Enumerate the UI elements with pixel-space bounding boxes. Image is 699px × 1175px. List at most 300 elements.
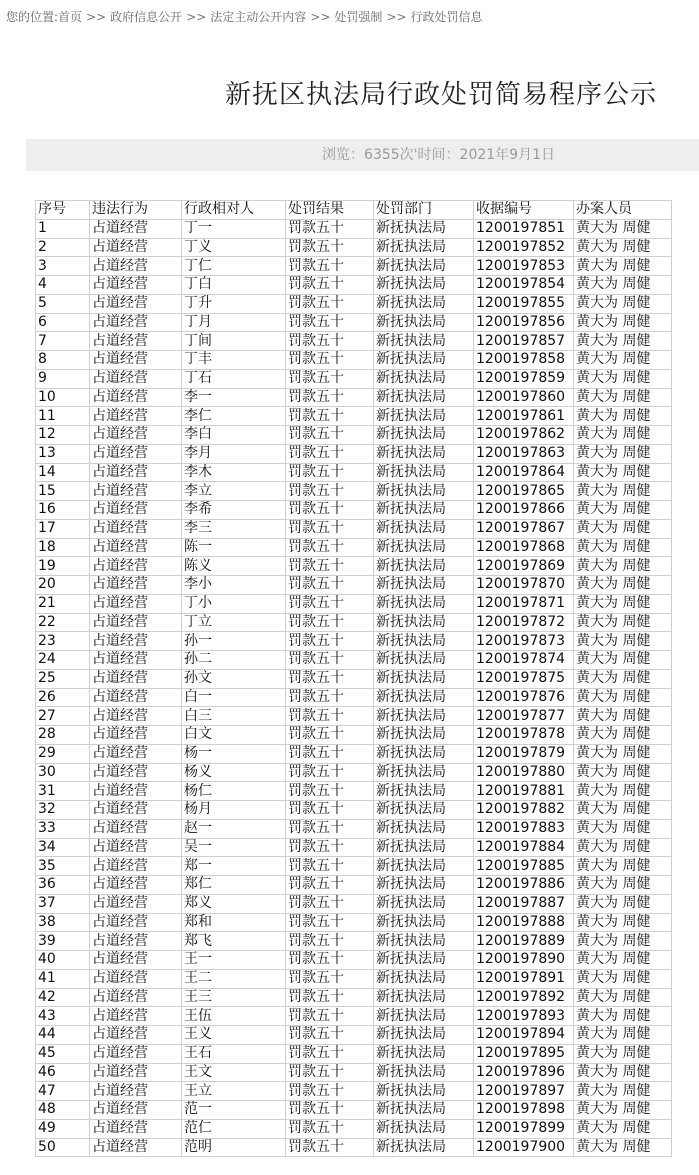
cell-party: 郑义	[182, 894, 286, 913]
cell-officers: 黄大为 周健	[574, 969, 672, 988]
cell-result: 罚款五十	[286, 557, 374, 576]
cell-officers: 黄大为 周健	[574, 782, 672, 801]
views-count: 6355次	[364, 147, 414, 163]
cell-department: 新抚执法局	[374, 763, 474, 782]
cell-result: 罚款五十	[286, 538, 374, 557]
cell-result: 罚款五十	[286, 632, 374, 651]
cell-index: 50	[36, 1138, 90, 1157]
cell-index: 14	[36, 463, 90, 482]
breadcrumb-link-gov-info[interactable]: 政府信息公开	[110, 10, 183, 24]
cell-party: 王三	[182, 988, 286, 1007]
cell-result: 罚款五十	[286, 576, 374, 595]
cell-violation: 占道经营	[90, 913, 182, 932]
cell-violation: 占道经营	[90, 988, 182, 1007]
cell-violation: 占道经营	[90, 801, 182, 820]
cell-violation: 占道经营	[90, 501, 182, 520]
cell-department: 新抚执法局	[374, 1119, 474, 1138]
table-row	[36, 257, 672, 276]
cell-department: 新抚执法局	[374, 1082, 474, 1101]
cell-party: 丁立	[182, 613, 286, 632]
cell-officers: 黄大为 周健	[574, 707, 672, 726]
cell-department: 新抚执法局	[374, 801, 474, 820]
cell-index: 23	[36, 632, 90, 651]
table-row	[36, 1082, 672, 1101]
cell-result: 罚款五十	[286, 876, 374, 895]
cell-officers: 黄大为 周健	[574, 1138, 672, 1157]
cell-index: 13	[36, 444, 90, 463]
cell-index: 16	[36, 501, 90, 520]
cell-receipt-number: 1200197856	[474, 313, 574, 332]
cell-party: 范明	[182, 1138, 286, 1157]
cell-result: 罚款五十	[286, 894, 374, 913]
cell-index: 32	[36, 801, 90, 820]
cell-party: 王文	[182, 1063, 286, 1082]
cell-receipt-number: 1200197864	[474, 463, 574, 482]
cell-party: 郑和	[182, 913, 286, 932]
column-header-department: 处罚部门	[374, 201, 474, 220]
cell-receipt-number: 1200197877	[474, 707, 574, 726]
cell-result: 罚款五十	[286, 1138, 374, 1157]
cell-department: 新抚执法局	[374, 219, 474, 238]
cell-officers: 黄大为 周健	[574, 951, 672, 970]
cell-index: 6	[36, 313, 90, 332]
cell-officers: 黄大为 周健	[574, 426, 672, 445]
page-title: 新抚区执法局行政处罚简易程序公示	[224, 80, 657, 110]
cell-receipt-number: 1200197858	[474, 351, 574, 370]
cell-result: 罚款五十	[286, 1082, 374, 1101]
cell-receipt-number: 1200197860	[474, 388, 574, 407]
cell-officers: 黄大为 周健	[574, 482, 672, 501]
cell-violation: 占道经营	[90, 1082, 182, 1101]
cell-party: 王义	[182, 1026, 286, 1045]
cell-violation: 占道经营	[90, 857, 182, 876]
cell-department: 新抚执法局	[374, 894, 474, 913]
cell-index: 1	[36, 219, 90, 238]
cell-index: 49	[36, 1119, 90, 1138]
cell-result: 罚款五十	[286, 801, 374, 820]
cell-index: 47	[36, 1082, 90, 1101]
cell-officers: 黄大为 周健	[574, 819, 672, 838]
cell-party: 丁间	[182, 332, 286, 351]
cell-party: 李白	[182, 426, 286, 445]
cell-party: 白一	[182, 688, 286, 707]
cell-index: 34	[36, 838, 90, 857]
column-header-violation: 违法行为	[90, 201, 182, 220]
table-row	[36, 819, 672, 838]
cell-result: 罚款五十	[286, 1026, 374, 1045]
cell-department: 新抚执法局	[374, 669, 474, 688]
cell-officers: 黄大为 周健	[574, 726, 672, 745]
table-row	[36, 932, 672, 951]
cell-party: 郑仁	[182, 876, 286, 895]
cell-index: 20	[36, 576, 90, 595]
cell-officers: 黄大为 周健	[574, 538, 672, 557]
cell-officers: 黄大为 周健	[574, 1101, 672, 1120]
cell-violation: 占道经营	[90, 951, 182, 970]
cell-party: 丁月	[182, 313, 286, 332]
table-row	[36, 1026, 672, 1045]
cell-party: 李仁	[182, 407, 286, 426]
cell-party: 丁石	[182, 369, 286, 388]
table-row	[36, 219, 672, 238]
cell-result: 罚款五十	[286, 951, 374, 970]
cell-department: 新抚执法局	[374, 294, 474, 313]
cell-index: 2	[36, 238, 90, 257]
cell-party: 范仁	[182, 1119, 286, 1138]
cell-index: 9	[36, 369, 90, 388]
cell-officers: 黄大为 周健	[574, 1063, 672, 1082]
cell-department: 新抚执法局	[374, 969, 474, 988]
cell-violation: 占道经营	[90, 576, 182, 595]
cell-index: 44	[36, 1026, 90, 1045]
cell-party: 杨一	[182, 744, 286, 763]
table-row	[36, 332, 672, 351]
cell-party: 李月	[182, 444, 286, 463]
cell-result: 罚款五十	[286, 1007, 374, 1026]
table-row	[36, 576, 672, 595]
cell-violation: 占道经营	[90, 838, 182, 857]
cell-party: 王立	[182, 1082, 286, 1101]
cell-officers: 黄大为 周健	[574, 632, 672, 651]
cell-result: 罚款五十	[286, 482, 374, 501]
cell-result: 罚款五十	[286, 838, 374, 857]
table-row	[36, 744, 672, 763]
cell-receipt-number: 1200197866	[474, 501, 574, 520]
cell-receipt-number: 1200197863	[474, 444, 574, 463]
cell-officers: 黄大为 周健	[574, 501, 672, 520]
cell-party: 吴一	[182, 838, 286, 857]
cell-officers: 黄大为 周健	[574, 1044, 672, 1063]
cell-officers: 黄大为 周健	[574, 594, 672, 613]
cell-index: 41	[36, 969, 90, 988]
cell-party: 丁升	[182, 294, 286, 313]
cell-department: 新抚执法局	[374, 594, 474, 613]
cell-violation: 占道经营	[90, 1007, 182, 1026]
cell-officers: 黄大为 周健	[574, 351, 672, 370]
cell-result: 罚款五十	[286, 1101, 374, 1120]
cell-party: 王伍	[182, 1007, 286, 1026]
cell-index: 48	[36, 1101, 90, 1120]
cell-party: 孙文	[182, 669, 286, 688]
table-row	[36, 482, 672, 501]
table-row	[36, 951, 672, 970]
column-header-index: 序号	[36, 201, 90, 220]
table-row	[36, 838, 672, 857]
table-row	[36, 369, 672, 388]
cell-department: 新抚执法局	[374, 557, 474, 576]
cell-violation: 占道经营	[90, 426, 182, 445]
table-row	[36, 1101, 672, 1120]
table-row	[36, 351, 672, 370]
cell-receipt-number: 1200197874	[474, 651, 574, 670]
cell-department: 新抚执法局	[374, 1138, 474, 1157]
cell-department: 新抚执法局	[374, 1063, 474, 1082]
cell-index: 42	[36, 988, 90, 1007]
cell-receipt-number: 1200197889	[474, 932, 574, 951]
cell-party: 李立	[182, 482, 286, 501]
table-row	[36, 1119, 672, 1138]
table-row	[36, 276, 672, 295]
breadcrumb-link-home[interactable]: 首页	[58, 10, 83, 24]
cell-index: 15	[36, 482, 90, 501]
cell-result: 罚款五十	[286, 969, 374, 988]
cell-officers: 黄大为 周健	[574, 894, 672, 913]
cell-violation: 占道经营	[90, 276, 182, 295]
cell-index: 25	[36, 669, 90, 688]
cell-department: 新抚执法局	[374, 313, 474, 332]
cell-result: 罚款五十	[286, 369, 374, 388]
cell-result: 罚款五十	[286, 782, 374, 801]
breadcrumb-separator: >>	[310, 10, 331, 24]
cell-index: 27	[36, 707, 90, 726]
cell-receipt-number: 1200197852	[474, 238, 574, 257]
table-row	[36, 1044, 672, 1063]
table-row	[36, 763, 672, 782]
breadcrumb	[6, 8, 483, 25]
cell-officers: 黄大为 周健	[574, 913, 672, 932]
cell-index: 24	[36, 651, 90, 670]
cell-receipt-number: 1200197854	[474, 276, 574, 295]
cell-result: 罚款五十	[286, 407, 374, 426]
cell-result: 罚款五十	[286, 857, 374, 876]
table-row	[36, 1138, 672, 1157]
cell-result: 罚款五十	[286, 1063, 374, 1082]
cell-department: 新抚执法局	[374, 519, 474, 538]
cell-violation: 占道经营	[90, 726, 182, 745]
cell-department: 新抚执法局	[374, 932, 474, 951]
cell-officers: 黄大为 周健	[574, 407, 672, 426]
table-row	[36, 557, 672, 576]
cell-index: 10	[36, 388, 90, 407]
penalty-table-body	[36, 219, 672, 1157]
table-row	[36, 782, 672, 801]
column-header-receipt-number: 收据编号	[474, 201, 574, 220]
cell-index: 7	[36, 332, 90, 351]
cell-receipt-number: 1200197865	[474, 482, 574, 501]
column-header-result: 处罚结果	[286, 201, 374, 220]
cell-party: 李小	[182, 576, 286, 595]
cell-result: 罚款五十	[286, 519, 374, 538]
cell-receipt-number: 1200197884	[474, 838, 574, 857]
cell-result: 罚款五十	[286, 707, 374, 726]
cell-index: 19	[36, 557, 90, 576]
cell-department: 新抚执法局	[374, 332, 474, 351]
table-row	[36, 313, 672, 332]
cell-department: 新抚执法局	[374, 951, 474, 970]
article-meta	[26, 139, 555, 171]
time-label: '时间：	[413, 147, 460, 163]
breadcrumb-separator: >>	[386, 10, 407, 24]
cell-officers: 黄大为 周健	[574, 257, 672, 276]
cell-officers: 黄大为 周健	[574, 332, 672, 351]
cell-department: 新抚执法局	[374, 576, 474, 595]
cell-department: 新抚执法局	[374, 257, 474, 276]
cell-officers: 黄大为 周健	[574, 463, 672, 482]
penalty-table	[35, 200, 672, 1157]
cell-department: 新抚执法局	[374, 426, 474, 445]
cell-department: 新抚执法局	[374, 1044, 474, 1063]
cell-officers: 黄大为 周健	[574, 276, 672, 295]
cell-index: 22	[36, 613, 90, 632]
cell-receipt-number: 1200197857	[474, 332, 574, 351]
cell-result: 罚款五十	[286, 501, 374, 520]
breadcrumb-separator: >>	[186, 10, 207, 24]
cell-receipt-number: 1200197893	[474, 1007, 574, 1026]
cell-officers: 黄大为 周健	[574, 988, 672, 1007]
breadcrumb-link-admin-penalty-info[interactable]: 行政处罚信息	[410, 10, 483, 24]
cell-officers: 黄大为 周健	[574, 669, 672, 688]
cell-department: 新抚执法局	[374, 538, 474, 557]
cell-index: 30	[36, 763, 90, 782]
cell-result: 罚款五十	[286, 726, 374, 745]
cell-receipt-number: 1200197851	[474, 219, 574, 238]
cell-violation: 占道经营	[90, 332, 182, 351]
cell-receipt-number: 1200197879	[474, 744, 574, 763]
cell-department: 新抚执法局	[374, 369, 474, 388]
cell-result: 罚款五十	[286, 594, 374, 613]
cell-officers: 黄大为 周健	[574, 238, 672, 257]
cell-result: 罚款五十	[286, 257, 374, 276]
cell-violation: 占道经营	[90, 819, 182, 838]
cell-result: 罚款五十	[286, 313, 374, 332]
table-row	[36, 613, 672, 632]
cell-result: 罚款五十	[286, 651, 374, 670]
table-row	[36, 651, 672, 670]
cell-result: 罚款五十	[286, 913, 374, 932]
cell-receipt-number: 1200197900	[474, 1138, 574, 1157]
cell-result: 罚款五十	[286, 238, 374, 257]
cell-department: 新抚执法局	[374, 444, 474, 463]
cell-party: 陈一	[182, 538, 286, 557]
cell-officers: 黄大为 周健	[574, 1026, 672, 1045]
cell-officers: 黄大为 周健	[574, 744, 672, 763]
cell-officers: 黄大为 周健	[574, 763, 672, 782]
cell-receipt-number: 1200197886	[474, 876, 574, 895]
cell-department: 新抚执法局	[374, 876, 474, 895]
cell-index: 43	[36, 1007, 90, 1026]
table-row	[36, 969, 672, 988]
cell-party: 孙二	[182, 651, 286, 670]
cell-receipt-number: 1200197885	[474, 857, 574, 876]
cell-violation: 占道经营	[90, 651, 182, 670]
cell-party: 郑一	[182, 857, 286, 876]
cell-officers: 黄大为 周健	[574, 1119, 672, 1138]
breadcrumb-link-penalty-enforcement[interactable]: 处罚强制	[334, 10, 383, 24]
cell-officers: 黄大为 周健	[574, 1007, 672, 1026]
cell-violation: 占道经营	[90, 369, 182, 388]
breadcrumb-link-statutory-content[interactable]: 法定主动公开内容	[210, 10, 307, 24]
cell-officers: 黄大为 周健	[574, 688, 672, 707]
table-row	[36, 913, 672, 932]
cell-violation: 占道经营	[90, 1063, 182, 1082]
cell-violation: 占道经营	[90, 444, 182, 463]
cell-receipt-number: 1200197892	[474, 988, 574, 1007]
cell-department: 新抚执法局	[374, 482, 474, 501]
cell-receipt-number: 1200197862	[474, 426, 574, 445]
cell-violation: 占道经营	[90, 1119, 182, 1138]
cell-officers: 黄大为 周健	[574, 932, 672, 951]
table-row	[36, 801, 672, 820]
cell-violation: 占道经营	[90, 538, 182, 557]
cell-officers: 黄大为 周健	[574, 444, 672, 463]
cell-party: 丁白	[182, 276, 286, 295]
cell-party: 王一	[182, 951, 286, 970]
cell-department: 新抚执法局	[374, 238, 474, 257]
cell-index: 8	[36, 351, 90, 370]
cell-receipt-number: 1200197897	[474, 1082, 574, 1101]
cell-result: 罚款五十	[286, 219, 374, 238]
cell-violation: 占道经营	[90, 313, 182, 332]
cell-violation: 占道经营	[90, 782, 182, 801]
cell-violation: 占道经营	[90, 1026, 182, 1045]
cell-party: 李一	[182, 388, 286, 407]
table-row	[36, 857, 672, 876]
table-row	[36, 894, 672, 913]
cell-violation: 占道经营	[90, 463, 182, 482]
cell-index: 36	[36, 876, 90, 895]
table-row	[36, 1063, 672, 1082]
cell-receipt-number: 1200197875	[474, 669, 574, 688]
cell-department: 新抚执法局	[374, 782, 474, 801]
table-row	[36, 594, 672, 613]
cell-party: 李三	[182, 519, 286, 538]
cell-party: 丁小	[182, 594, 286, 613]
cell-index: 12	[36, 426, 90, 445]
cell-result: 罚款五十	[286, 294, 374, 313]
cell-violation: 占道经营	[90, 407, 182, 426]
cell-result: 罚款五十	[286, 388, 374, 407]
cell-receipt-number: 1200197868	[474, 538, 574, 557]
cell-index: 11	[36, 407, 90, 426]
cell-receipt-number: 1200197899	[474, 1119, 574, 1138]
cell-receipt-number: 1200197867	[474, 519, 574, 538]
cell-result: 罚款五十	[286, 688, 374, 707]
article-meta-bar	[26, 139, 699, 171]
cell-violation: 占道经营	[90, 257, 182, 276]
cell-result: 罚款五十	[286, 744, 374, 763]
cell-result: 罚款五十	[286, 763, 374, 782]
cell-officers: 黄大为 周健	[574, 294, 672, 313]
cell-party: 郑飞	[182, 932, 286, 951]
table-row	[36, 463, 672, 482]
cell-department: 新抚执法局	[374, 707, 474, 726]
cell-receipt-number: 1200197883	[474, 819, 574, 838]
cell-index: 21	[36, 594, 90, 613]
cell-department: 新抚执法局	[374, 463, 474, 482]
table-row	[36, 238, 672, 257]
cell-receipt-number: 1200197887	[474, 894, 574, 913]
cell-department: 新抚执法局	[374, 913, 474, 932]
cell-department: 新抚执法局	[374, 688, 474, 707]
cell-receipt-number: 1200197891	[474, 969, 574, 988]
table-row	[36, 669, 672, 688]
cell-violation: 占道经营	[90, 219, 182, 238]
cell-receipt-number: 1200197869	[474, 557, 574, 576]
cell-department: 新抚执法局	[374, 838, 474, 857]
breadcrumb-separator: >>	[86, 10, 107, 24]
cell-violation: 占道经营	[90, 1138, 182, 1157]
cell-index: 3	[36, 257, 90, 276]
cell-index: 45	[36, 1044, 90, 1063]
cell-department: 新抚执法局	[374, 744, 474, 763]
cell-violation: 占道经营	[90, 482, 182, 501]
cell-result: 罚款五十	[286, 463, 374, 482]
cell-index: 26	[36, 688, 90, 707]
cell-result: 罚款五十	[286, 819, 374, 838]
table-row	[36, 688, 672, 707]
cell-officers: 黄大为 周健	[574, 313, 672, 332]
cell-party: 范一	[182, 1101, 286, 1120]
